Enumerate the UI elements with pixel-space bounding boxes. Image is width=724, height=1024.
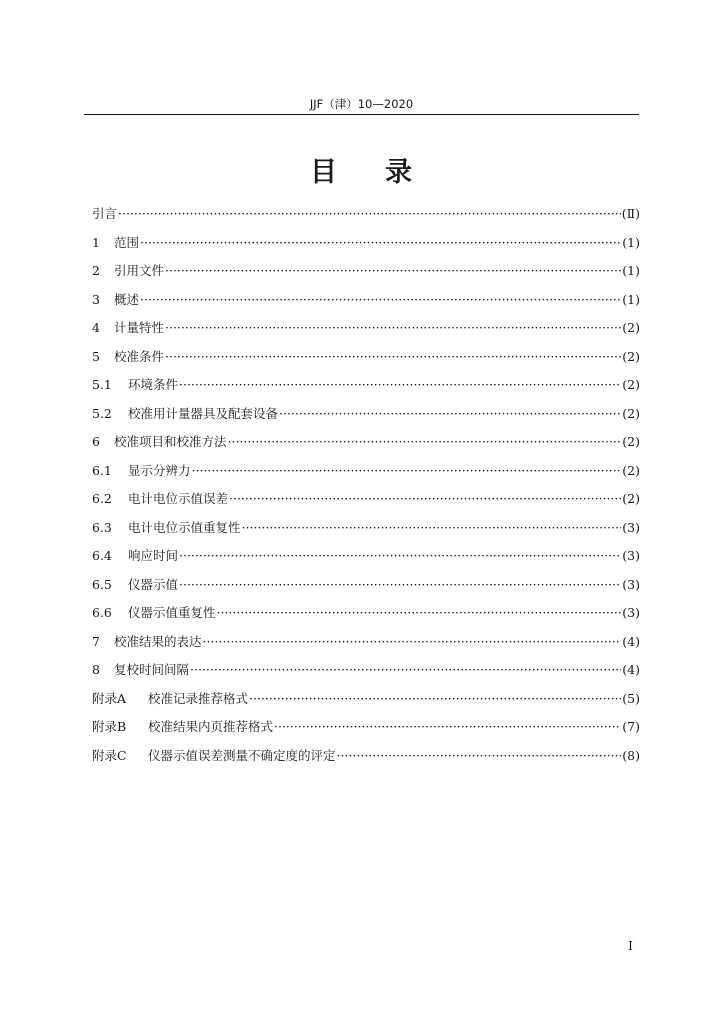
toc-entry-number: 附录A [92,690,127,706]
toc-entry-page: (1) [622,234,640,250]
toc-leader-dots [179,571,621,600]
toc-entry-page: (4) [622,633,640,649]
toc-entry-number: 7 [92,633,100,649]
toc-entry-number: 附录C [92,747,127,763]
toc-leader-dots [217,599,622,628]
toc-entry-number: 4 [92,320,100,335]
toc-entry-6-4 [92,542,640,571]
toc-entry-5-2 [92,400,640,429]
toc-leader-dots [242,514,622,543]
toc-entry-5 [92,343,640,372]
toc-entry-number: 5 [92,348,100,364]
toc-entry-page: (1) [622,291,640,307]
toc-leader-dots [118,200,621,229]
toc-entry-label: 计量特性 [114,320,165,335]
toc-entry-label: 电计电位示值误差 [128,491,229,506]
toc-leader-dots [229,485,621,514]
toc-leader-dots [140,229,621,258]
toc-entry-number: 2 [92,263,100,278]
toc-entry-page: (3) [622,576,640,592]
toc-entry-number: 6.5 [92,576,112,592]
toc-entry-page: (3) [622,519,640,535]
toc-leader-dots [274,713,621,742]
toc-entry-label: 仪器示值 [128,576,179,592]
toc-entry-6-6 [92,599,640,628]
toc-entry-number: 6.2 [92,491,112,506]
toc-entry-1 [92,229,640,258]
toc-entry-page: (4) [622,662,640,677]
toc-entry-label: 概述 [114,291,140,307]
toc-entry-label: 引用文件 [114,263,165,278]
toc-entry-label: 响应时间 [128,548,179,563]
toc-entry-page: (2) [622,320,640,335]
title-char-2: 录 [385,157,414,188]
table-of-contents [92,200,640,770]
toc-entry-label: 校准用计量器具及配套设备 [128,405,279,421]
toc-entry-2 [92,257,640,286]
title-char-1: 目 [310,157,339,188]
toc-leader-dots [179,542,621,571]
toc-entry-label: 校准结果的表达 [114,633,202,649]
toc-entry-6-1 [92,457,640,486]
toc-leader-dots [179,371,621,400]
toc-entry-page: (3) [622,605,640,620]
toc-entry-page: (3) [622,548,640,563]
toc-entry-label: 引言 [92,206,118,221]
toc-entry-page: (7) [622,719,640,734]
toc-entry-label: 校准项目和校准方法 [114,434,227,449]
toc-entry-page: (5) [622,690,640,706]
toc-leader-dots [279,400,621,429]
toc-entry-number: 附录B [92,719,127,734]
toc-entry-8 [92,656,640,685]
toc-entry-number: 5.1 [92,377,112,392]
toc-leader-dots [249,685,621,714]
toc-entry-label: 校准结果内页推荐格式 [148,719,274,734]
toc-entry-number: 3 [92,291,100,307]
toc-leader-dots [192,457,622,486]
toc-entry-label: 范围 [114,234,140,250]
toc-entry-page: (2) [622,348,640,364]
toc-entry-page: (8) [622,747,640,763]
toc-entry-appendix-a [92,685,640,714]
toc-entry-number: 5.2 [92,405,112,421]
toc-entry-label: 校准条件 [114,348,165,364]
toc-entry-page: (2) [622,491,640,506]
toc-entry-number: 6 [92,434,100,449]
toc-leader-dots [228,428,622,457]
toc-entry-6 [92,428,640,457]
toc-entry-label: 仪器示值重复性 [128,605,216,620]
toc-entry-label: 校准记录推荐格式 [148,690,249,706]
toc-leader-dots [190,656,621,685]
toc-entry-6-2 [92,485,640,514]
toc-leader-dots [165,343,621,372]
toc-entry-5-1 [92,371,640,400]
toc-leader-dots [337,742,622,771]
toc-entry-number: 1 [92,234,100,250]
toc-entry-number: 6.6 [92,605,112,620]
toc-leader-dots [203,628,622,657]
page-number: I [628,938,633,953]
toc-entry-label: 电计电位示值重复性 [128,519,241,535]
toc-entry-number: 6.4 [92,548,112,563]
toc-entry-page: (2) [622,462,640,478]
toc-entry-3 [92,286,640,315]
toc-entry-6-3 [92,514,640,543]
toc-leader-dots [165,257,621,286]
page-title [0,155,724,191]
toc-entry-label: 环境条件 [128,377,179,392]
toc-entry-page: (1) [622,263,640,278]
toc-entry-label: 仪器示值误差测量不确定度的评定 [148,747,336,763]
toc-leader-dots [140,286,621,315]
toc-leader-dots [165,314,621,343]
toc-entry-label: 显示分辨力 [128,462,191,478]
toc-entry-page: (2) [622,405,640,421]
toc-entry-number: 8 [92,662,100,677]
toc-entry-intro [92,200,640,229]
toc-entry-appendix-c [92,742,640,771]
document-header-code: JJF（津）10—2020 [84,96,639,115]
toc-entry-appendix-b [92,713,640,742]
toc-entry-number: 6.3 [92,519,112,535]
toc-entry-page: (2) [622,434,640,449]
toc-entry-7 [92,628,640,657]
toc-entry-page: (Ⅱ) [621,206,640,221]
toc-entry-number: 6.1 [92,462,112,478]
toc-entry-4 [92,314,640,343]
toc-entry-page: (2) [622,377,640,392]
toc-entry-6-5 [92,571,640,600]
toc-entry-label: 复校时间间隔 [114,662,190,677]
